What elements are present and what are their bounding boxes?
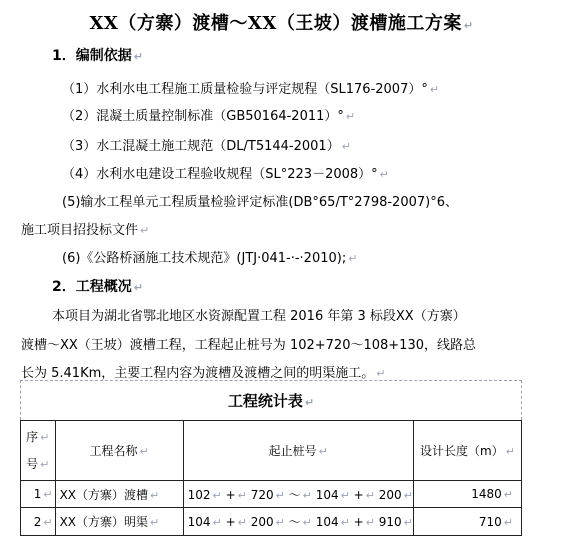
paragraph-mark-icon: ↵: [43, 488, 53, 501]
row-1-length-text: 1480: [471, 487, 502, 501]
basis-item-5: [62, 191, 458, 210]
header-seq-top: 序: [26, 429, 39, 444]
paragraph-mark-icon: ↵: [304, 396, 315, 409]
section-2-heading-text: 2．工程概况: [52, 279, 132, 295]
paragraph-mark-icon: ↵: [429, 83, 440, 96]
row-2-end-km: 104: [315, 515, 339, 529]
overview-line-1: [52, 305, 466, 324]
header-seq-bottom: 号: [26, 456, 39, 471]
basis-item-6: [62, 247, 357, 266]
paragraph-mark-icon: ↵: [237, 516, 247, 529]
row-2-seq-text: 2: [33, 514, 42, 529]
row-1-name: [55, 481, 183, 508]
row-1-plus-1: +: [225, 487, 236, 502]
row-1-start-m: 720: [250, 487, 274, 502]
table-header-row: [21, 421, 522, 481]
basis-item-1-text: （1）水利水电工程施工质量检验与评定规程（SL176-2007）°: [62, 82, 428, 97]
overview-line-3-text: 长为 5.41Km，主要工程内容为渡槽及渡槽之间的明渠施工。: [21, 366, 375, 381]
table-title-text: 工程统计表: [227, 392, 303, 410]
header-range-text: 起止桩号: [268, 444, 317, 458]
paragraph-mark-icon: ↵: [376, 367, 386, 380]
overview-line-2: [21, 334, 476, 353]
row-1-plus-2: +: [353, 487, 364, 502]
paragraph-mark-icon: ↵: [365, 516, 375, 529]
row-2-name-text: XX（方寨）明渠: [59, 515, 149, 529]
overview-line-2-text: 渡槽～XX（王坡）渡槽工程，工程起止桩号为 102+720～108+130，线路总: [21, 338, 476, 353]
overview-line-1-text: 本项目为湖北省鄂北地区水资源配置工程 2016 年第 3 标段XX（方寨）: [52, 309, 466, 324]
paragraph-mark-icon: ↵: [341, 140, 351, 153]
row-2-end-m: 910: [378, 515, 402, 529]
paragraph-mark-icon: ↵: [340, 516, 350, 529]
paragraph-mark-icon: ↵: [503, 515, 513, 529]
paragraph-mark-icon: ↵: [340, 488, 350, 502]
header-name: [55, 421, 183, 481]
basis-item-2: [62, 105, 355, 124]
table-title: [20, 380, 522, 420]
paragraph-mark-icon: ↵: [365, 488, 375, 502]
row-2-range: [183, 508, 413, 536]
paragraph-mark-icon: ↵: [302, 516, 312, 529]
paragraph-mark-icon: ↵: [150, 488, 160, 502]
paragraph-mark-icon: ↵: [40, 457, 50, 471]
row-2-name: [55, 508, 183, 536]
paragraph-mark-icon: ↵: [505, 445, 515, 458]
header-seq: [21, 421, 56, 481]
header-length-text: 设计长度（m）: [419, 444, 504, 458]
paragraph-mark-icon: ↵: [140, 224, 150, 237]
section-1-heading-text: 1．编制依据: [52, 48, 132, 64]
basis-item-4: [62, 163, 389, 182]
row-2-start-m: 200: [250, 515, 274, 529]
row-2-length-text: 710: [478, 514, 502, 529]
paragraph-mark-icon: ↵: [237, 488, 247, 502]
table-row: [21, 481, 522, 508]
overview-line-3: [21, 362, 386, 381]
paragraph-mark-icon: ↵: [275, 488, 285, 502]
paragraph-mark-icon: ↵: [463, 19, 474, 32]
row-1-range: [183, 481, 413, 508]
paragraph-mark-icon: ↵: [348, 252, 358, 265]
paragraph-mark-icon: ↵: [133, 50, 143, 63]
paragraph-mark-icon: ↵: [43, 515, 53, 529]
basis-item-4-text: （4）水利水电建设工程验收规程（SL°223－2008）°: [62, 167, 378, 182]
paragraph-mark-icon: ↵: [318, 445, 328, 458]
header-name-text: 工程名称: [89, 444, 138, 458]
document-title-text: XX（方寨）渡槽～XX（王坡）渡槽施工方案: [89, 13, 462, 34]
basis-item-1: [62, 78, 439, 97]
basis-item-6-text: (6)《公路桥涵施工技术规范》(JTJ·041-·-·2010);: [62, 251, 347, 266]
basis-item-5-cont-text: 施工项目招投标文件: [21, 223, 139, 238]
row-1-start-km: 102: [187, 487, 211, 502]
header-range: [183, 421, 413, 481]
row-2-start-km: 104: [187, 515, 211, 529]
row-1-name-text: XX（方寨）渡槽: [59, 487, 149, 502]
statistics-table: [20, 420, 522, 536]
document-title: [0, 9, 563, 35]
section-2-heading: [52, 276, 143, 296]
row-2-length: [413, 508, 521, 536]
section-1-heading: [52, 45, 143, 65]
basis-item-3-text: （3）水工混凝土施工规范（DL/T5144-2001）: [62, 139, 340, 154]
paragraph-mark-icon: ↵: [212, 488, 222, 502]
table-row: [21, 508, 522, 536]
row-1-seq: [21, 481, 56, 508]
row-2-seq: [21, 508, 56, 536]
basis-item-3: [62, 135, 351, 154]
paragraph-mark-icon: ↵: [275, 516, 285, 529]
paragraph-mark-icon: ↵: [139, 445, 149, 458]
row-2-plus-2: +: [353, 515, 364, 529]
row-1-tilde: ～: [288, 487, 301, 502]
paragraph-mark-icon: ↵: [133, 281, 143, 294]
paragraph-mark-icon: ↵: [379, 168, 389, 181]
row-1-length: [413, 481, 521, 508]
paragraph-mark-icon: ↵: [503, 488, 513, 501]
paragraph-mark-icon: ↵: [302, 488, 312, 502]
header-length: [413, 421, 521, 481]
row-2-tilde: ～: [288, 515, 301, 529]
basis-item-5-cont: [21, 219, 149, 238]
paragraph-mark-icon: ↵: [403, 516, 413, 529]
paragraph-mark-icon: ↵: [403, 488, 413, 502]
paragraph-mark-icon: ↵: [150, 516, 160, 529]
row-1-end-km: 104: [315, 487, 339, 502]
paragraph-mark-icon: ↵: [345, 110, 356, 123]
row-1-end-m: 200: [378, 487, 402, 502]
paragraph-mark-icon: ↵: [212, 516, 222, 529]
basis-item-5-text: (5)输水工程单元工程质量检验评定标准(DB°65/T°2798-2007)°6、: [62, 195, 458, 210]
row-2-plus-1: +: [225, 515, 236, 529]
row-1-seq-text: 1: [33, 487, 42, 501]
paragraph-mark-icon: ↵: [40, 430, 50, 444]
basis-item-2-text: （2）混凝土质量控制标准（GB50164-2011）°: [62, 109, 344, 124]
